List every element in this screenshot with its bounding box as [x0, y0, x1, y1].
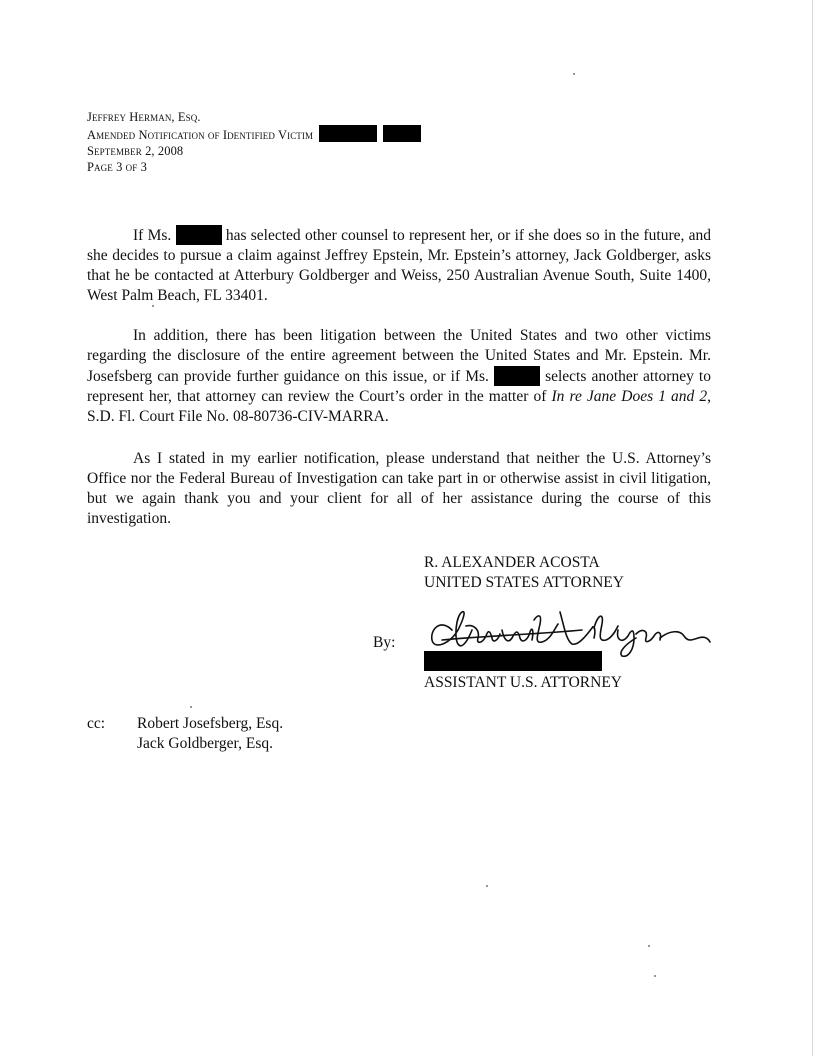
header-subject	[87, 125, 421, 143]
scan-speck	[152, 305, 154, 307]
redaction-box	[383, 125, 421, 142]
p3-text: As I stated in my earlier notification, please understand that neither the U.S. Attorney’s Office nor the Federal Bureau of Investigation can take part in or otherwise assist in civil litigation, but we again thank you and your client for all of her assistance during the course of this investigation.	[87, 450, 711, 527]
paragraph-1	[87, 225, 711, 306]
header-subject-text: Amended Notification of Identified Victim	[87, 128, 314, 142]
p2-text-c: , S.D. Fl. Court File No. 08-80736-CIV-MARRA.	[87, 388, 711, 425]
redaction-box	[176, 225, 222, 245]
scan-speck	[648, 945, 650, 947]
p1-text-a: If Ms.	[133, 227, 172, 244]
cc-recipient: Robert Josefsberg, Esq.	[137, 715, 284, 732]
paragraph-2	[87, 326, 711, 427]
p1-text-b: has selected other counsel to represent her, or if she does so in the future, and she decides to pursue a claim against Jeffrey Epstein, Mr. Epstein’s attorney, Jack Goldberger, asks that he be contacted at Atterbury Goldberger and Weiss, 250 Australian Avenue South, Suite 1400, West Palm Beach, FL 33401.	[87, 227, 712, 304]
signatory-office: UNITED STATES ATTORNEY	[424, 574, 624, 591]
redaction-box	[424, 651, 602, 671]
redaction-box	[319, 125, 377, 142]
redaction-box	[494, 366, 540, 386]
scan-speck	[190, 706, 192, 708]
p2-text-b: selects another attorney to represent her, that attorney can review the Court’s order in the matter of	[87, 368, 711, 405]
page-edge-line	[812, 0, 813, 1056]
signatory-title: ASSISTANT U.S. ATTORNEY	[424, 674, 622, 691]
header-recipient: Jeffrey Herman, Esq.	[87, 110, 201, 124]
by-label: By:	[373, 634, 396, 651]
scan-speck	[573, 73, 575, 75]
scan-speck	[486, 885, 488, 887]
header-page-number: Page 3 of 3	[87, 160, 147, 174]
paragraph-3	[87, 449, 711, 529]
letter-header	[87, 109, 421, 175]
p2-text-a: In addition, there has been litigation between the United States and two other victims regarding the disclosure of the entire agreement between the United States and Mr. Epstein. Mr. Josefsberg can provide further guidance on this issue, or if Ms.	[87, 327, 711, 385]
scan-speck	[654, 975, 656, 977]
signatory-name: R. ALEXANDER ACOSTA	[424, 554, 600, 571]
cc-label: cc:	[87, 715, 106, 732]
cc-recipient: Jack Goldberger, Esq.	[137, 735, 273, 752]
cc-recipient-list	[137, 714, 283, 754]
header-date: September 2, 2008	[87, 144, 184, 158]
signature-block	[424, 553, 624, 593]
p2-case-name: In re Jane Does 1 and 2	[551, 388, 708, 405]
